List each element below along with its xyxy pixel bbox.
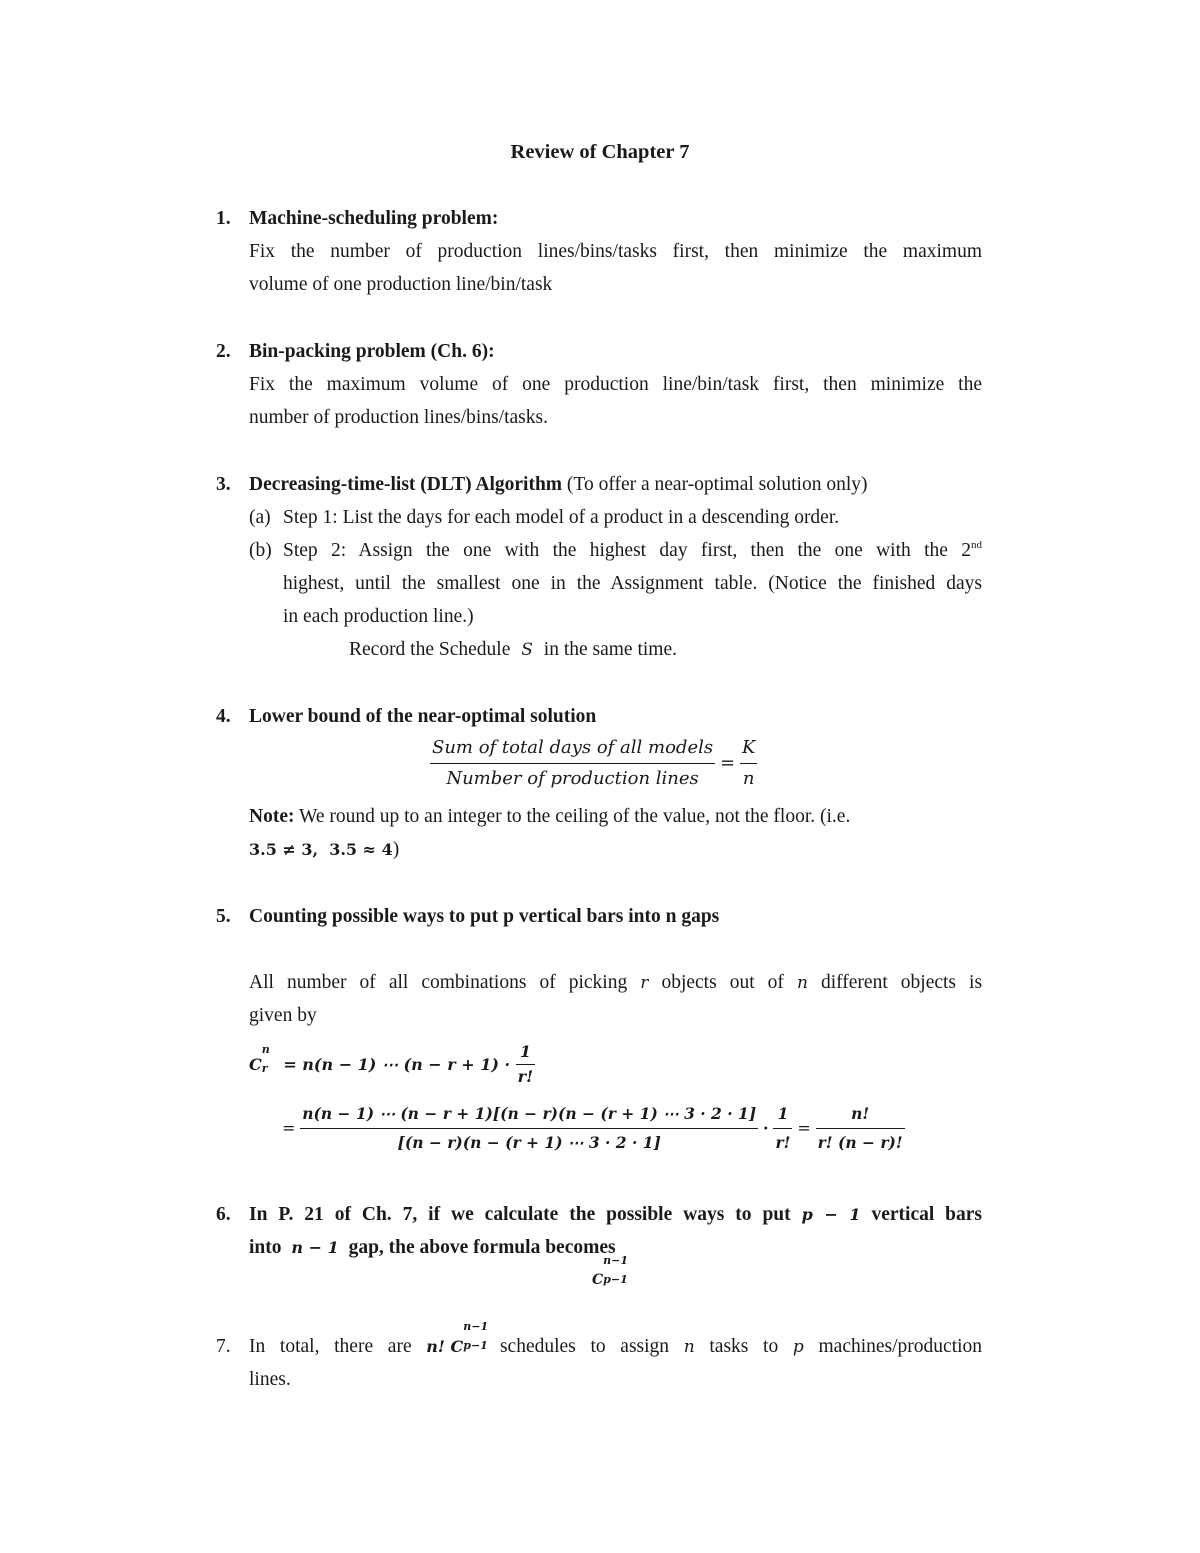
step-text-line: in each production line.) bbox=[283, 606, 474, 627]
math-expression: n! C n−1 p−1 bbox=[426, 1320, 489, 1356]
note-label: Note: bbox=[249, 806, 295, 827]
record-text: Record the Schedule bbox=[349, 639, 511, 660]
step-text-line: highest, until the smallest one in the Assignment table. (Notice the finished days bbox=[283, 573, 982, 594]
section-text-line: given by bbox=[249, 1005, 317, 1026]
fraction bbox=[740, 733, 757, 794]
equals-sign: = bbox=[719, 752, 736, 774]
math-expression: p − 1 bbox=[801, 1205, 861, 1224]
section-heading-line bbox=[249, 468, 868, 501]
section-heading-line bbox=[249, 1198, 982, 1231]
text: schedules to assign bbox=[499, 1336, 670, 1357]
fraction-denominator: r! bbox=[516, 1064, 535, 1089]
section-text-line: Fix the maximum volume of one production line/bin/task first, then minimize the bbox=[249, 374, 982, 395]
math-variable: n bbox=[796, 973, 808, 993]
text: machines/production bbox=[818, 1336, 983, 1357]
math-variable: r bbox=[640, 973, 649, 993]
fraction bbox=[300, 1100, 758, 1157]
heading-text: into bbox=[249, 1237, 282, 1258]
fraction-numerator: K bbox=[741, 737, 756, 758]
math-variable: S bbox=[521, 640, 533, 660]
note-close: ) bbox=[392, 839, 400, 860]
math-expression bbox=[249, 1042, 516, 1075]
fraction-numerator: 1 bbox=[777, 1104, 789, 1123]
fraction-denominator: r! (n − r)! bbox=[816, 1128, 905, 1157]
text: All number of all combinations of picking bbox=[249, 972, 628, 993]
heading-text: gap, the above formula becomes bbox=[348, 1237, 616, 1258]
section-heading: Machine-scheduling problem: bbox=[249, 208, 499, 229]
fraction bbox=[773, 1100, 792, 1157]
note-text: We round up to an integer to the ceiling of the value, not the floor. (i.e. bbox=[299, 806, 851, 827]
combination-symbol: C n−1 p−1 bbox=[592, 1254, 629, 1288]
section-text-line: volume of one production line/bin/task bbox=[249, 274, 553, 295]
superscript: nd bbox=[971, 538, 982, 551]
section-number: 1. bbox=[216, 208, 231, 229]
section-text-line: Fix the number of production lines/bins/tasks first, then minimize the maximum bbox=[249, 241, 982, 262]
section-heading: Lower bound of the near-optimal solution bbox=[249, 706, 597, 727]
section-number: 5. bbox=[216, 906, 231, 927]
section-heading-note: (To offer a near-optimal solution only) bbox=[566, 474, 868, 495]
section-text-line: number of production lines/bins/tasks. bbox=[249, 407, 548, 428]
note-line bbox=[249, 833, 399, 866]
record-text: in the same time. bbox=[543, 639, 677, 660]
fraction-numerator: n(n − 1) ⋯ (n − r + 1)[(n − r)(n − (r + 1) ⋯ 3 · 2 · 1] bbox=[302, 1104, 757, 1123]
fraction-denominator: [(n − r)(n − (r + 1) ⋯ 3 · 2 · 1] bbox=[300, 1128, 758, 1157]
step-text-line bbox=[283, 534, 982, 567]
combination-formula-line2 bbox=[282, 1100, 905, 1157]
section-heading: Decreasing-time-list (DLT) Algorithm bbox=[249, 474, 563, 495]
math-expression: n − 1 bbox=[291, 1238, 339, 1257]
step-text: Step 2: Assign the one with the highest day first, then the one with the 2 bbox=[283, 540, 971, 561]
combination-symbol: C n r bbox=[249, 1042, 270, 1075]
dot-operator: · bbox=[763, 1118, 769, 1138]
page-title: Review of Chapter 7 bbox=[510, 141, 690, 163]
section-number: 6. bbox=[216, 1204, 231, 1225]
record-line bbox=[349, 633, 677, 667]
fraction-denominator: Number of production lines bbox=[430, 763, 715, 794]
section-heading: Bin-packing problem (Ch. 6): bbox=[249, 341, 495, 362]
text: In total, there are bbox=[249, 1336, 412, 1357]
section-text-line: lines. bbox=[249, 1369, 291, 1390]
step-label: (a) bbox=[249, 507, 271, 528]
combination-formula bbox=[592, 1254, 629, 1297]
note-math: 3.5 ≠ 3, 3.5 ≈ 4 bbox=[249, 840, 393, 859]
text: different objects is bbox=[820, 972, 983, 993]
fraction-numerator: n! bbox=[851, 1104, 870, 1123]
equals-sign: = bbox=[282, 1118, 296, 1138]
text: objects out of bbox=[661, 972, 784, 993]
heading-text: In P. 21 of Ch. 7, bbox=[249, 1204, 418, 1225]
section-number: 4. bbox=[216, 706, 231, 727]
section-number: 2. bbox=[216, 341, 231, 362]
fraction bbox=[816, 1100, 905, 1157]
step-text-line: Step 1: List the days for each model of a product in a descending order. bbox=[283, 507, 840, 528]
heading-text: if we calculate the possible ways to put bbox=[428, 1204, 791, 1225]
section-text-line bbox=[249, 966, 982, 1000]
fraction-numerator: Sum of total days of all models bbox=[432, 737, 714, 758]
combination-formula-line1 bbox=[249, 1040, 535, 1089]
fraction-denominator: r! bbox=[773, 1128, 792, 1157]
fraction bbox=[516, 1040, 535, 1089]
text: tasks to bbox=[709, 1336, 779, 1357]
fraction bbox=[430, 733, 715, 794]
heading-text: vertical bars bbox=[871, 1204, 983, 1225]
math-expression-text: = n(n − 1) ⋯ (n − r + 1) · bbox=[283, 1054, 511, 1074]
math-variable: p bbox=[792, 1337, 804, 1357]
note-line bbox=[249, 800, 850, 833]
section-heading: Counting possible ways to put p vertical bars into n gaps bbox=[249, 906, 720, 927]
lower-bound-formula bbox=[430, 733, 757, 794]
section-number: 7. bbox=[216, 1336, 231, 1357]
section-text-line bbox=[249, 1320, 983, 1364]
step-label: (b) bbox=[249, 540, 272, 561]
fraction-numerator: 1 bbox=[519, 1042, 531, 1061]
section-number: 3. bbox=[216, 474, 231, 495]
math-variable: n bbox=[683, 1337, 695, 1357]
equals-sign: = bbox=[797, 1118, 811, 1138]
section-heading-line bbox=[249, 1231, 616, 1264]
fraction-denominator: n bbox=[740, 763, 757, 794]
